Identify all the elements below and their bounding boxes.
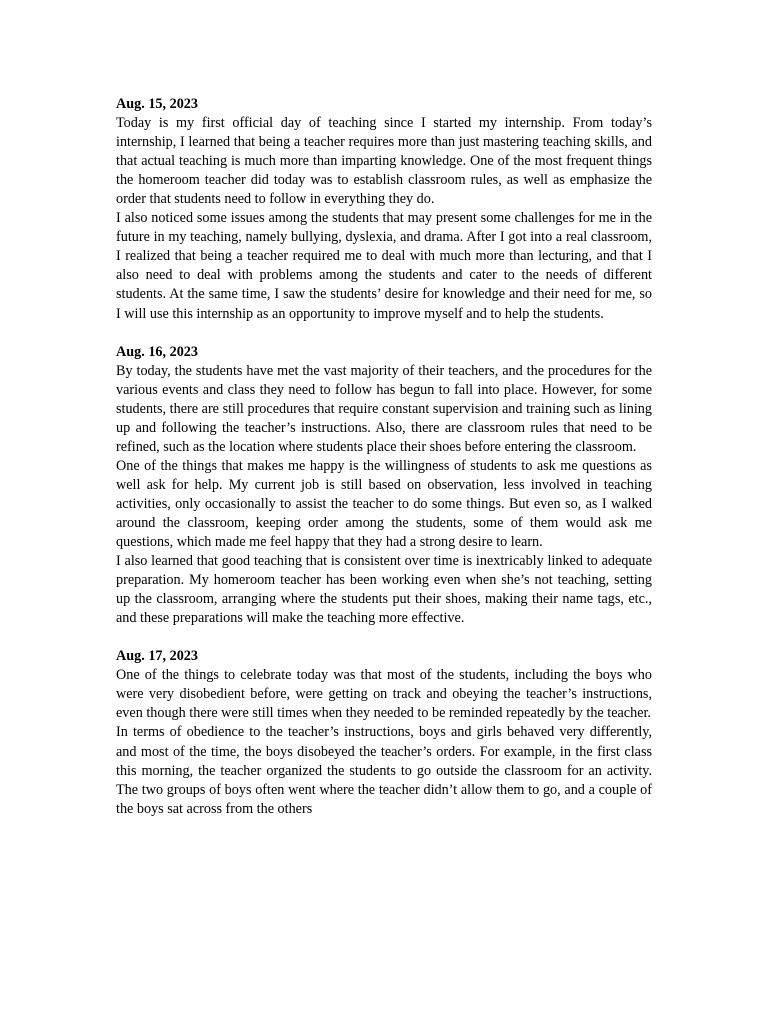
entry-paragraph: By today, the students have met the vast majority of their teachers, and the procedures for the various events and class they need to follow has begun to fall into place. However, for some students, there are still procedures that require constant supervision and training such as lining up and following the teacher’s instructions. Also, there are classroom rules that need to be refined, such as the location where students place their shoes before entering the classroom. (116, 362, 652, 455)
document-page (116, 95, 652, 838)
entry-paragraph: One of the things to celebrate today was that most of the students, including the boys who were very disobedient before, were getting on track and obeying the teacher’s instructions, even though there were still times when they needed to be reminded repeatedly by the teacher. (116, 667, 652, 722)
entry-date: Aug. 17, 2023 (116, 648, 198, 665)
entry-date: Aug. 16, 2023 (116, 343, 198, 360)
entry-paragraph: Today is my first official day of teaching since I started my internship. From today’s internship, I learned that being a teacher requires more than just mastering teaching skills, and that actual teaching is much more than imparting knowledge. One of the most frequent things the homeroom teacher did today was to establish classroom rules, as well as emphasize the order that students need to follow in everything they do. (116, 115, 652, 208)
entry-paragraph: In terms of obedience to the teacher’s instructions, boys and girls behaved very differently, and most of the time, the boys disobeyed the teacher’s orders. For example, in the first class this morning, the teacher organized the students to go outside the classroom for an activity. The two groups of boys often went where the teacher didn’t allow them to go, and a couple of the boys sat across from the others (116, 724, 652, 817)
journal-entry (116, 647, 652, 818)
entry-paragraph: One of the things that makes me happy is the willingness of students to ask me questions as well ask for help. My current job is still based on observation, less involved in teaching activities, only occasionally to assist the teacher to do some things. But even so, as I walked around the classroom, keeping order among the students, some of them would ask me questions, which made me feel happy that they had a strong desire to learn. (116, 457, 652, 551)
journal-entry (116, 343, 652, 629)
entry-paragraph: I also learned that good teaching that is consistent over time is inextricably linked to adequate preparation. My homeroom teacher has been working even when she’s not teaching, setting up the classroom, arranging where the students put their shoes, making their name tags, etc., and these preparations will make the teaching more effective. (116, 553, 652, 627)
journal-entry (116, 95, 652, 324)
entry-paragraph: I also noticed some issues among the students that may present some challenges for me in the future in my teaching, namely bullying, dyslexia, and drama. After I got into a real classroom, I realized that being a teacher required me to deal with much more than lecturing, and that I also need to deal with problems among the students and cater to the needs of different students. At the same time, I saw the students’ desire for knowledge and their need for me, so I will use this internship as an opportunity to improve myself and to help the students. (116, 210, 652, 322)
entry-date: Aug. 15, 2023 (116, 96, 198, 112)
